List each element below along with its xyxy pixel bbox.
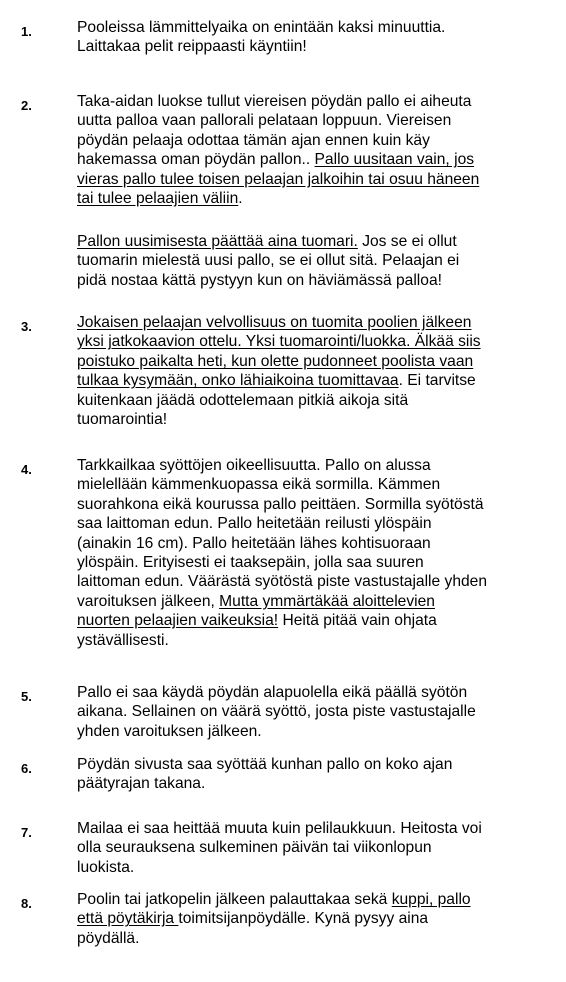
rule-number: 6. — [21, 761, 32, 776]
underlined-text: tulkaa kysymään, onko lähiaikoina tuomittavaa — [77, 372, 399, 390]
rule-paragraph — [77, 890, 563, 948]
text-line — [77, 475, 563, 494]
text-line — [77, 534, 563, 553]
text-line — [77, 702, 563, 721]
text-segment: aikana. Sellainen on väärä syöttö, josta piste vastustajalle — [77, 703, 476, 721]
text-segment: ystävällisesti. — [77, 631, 169, 649]
rule-paragraph — [77, 683, 563, 741]
text-line — [77, 37, 563, 56]
text-segment: päätyrajan takana. — [77, 775, 206, 793]
text-segment: mielellään kämmenkuopassa eikä sormilla. Kämmen — [77, 476, 441, 494]
text-line — [77, 251, 563, 270]
underlined-text: vieras pallo tulee toisen pelaajan jalkoihin tai osuu häneen — [77, 170, 480, 188]
text-segment: hakemassa oman pöydän pallon.. — [77, 151, 315, 169]
rule-number: 7. — [21, 825, 32, 840]
text-segment: olla seurauksena sulkeminen päivän tai viikonlopun — [77, 839, 432, 857]
text-segment: Laittakaa pelit reippaasti käyntiin! — [77, 38, 307, 56]
text-segment: Tarkkailkaa syöttöjen oikeellisuutta. Pallo on alussa — [77, 457, 431, 474]
text-segment: Pöydän sivusta saa syöttää kunhan pallo on koko ajan — [77, 756, 453, 773]
text-line — [77, 572, 563, 591]
text-line — [77, 232, 563, 251]
text-line — [77, 410, 563, 429]
text-segment: . — [238, 190, 243, 208]
text-line — [77, 631, 563, 650]
underlined-text: että pöytäkirja — [77, 910, 179, 928]
text-segment: pidä nostaa kättä pystyyn kun on häviämässä palloa! — [77, 271, 442, 289]
text-segment: Jos se ei ollut — [357, 233, 457, 250]
underlined-text: Pallon uusimisesta päättää aina tuomari. — [77, 233, 358, 250]
text-segment: yhden varoituksen jälkeen. — [77, 722, 262, 740]
text-segment: suorahkona eikä kourussa pallo peittäen. Sormilla syötöstä — [77, 495, 484, 513]
text-line — [77, 553, 563, 572]
text-segment: kuitenkaan jäädä odottelemaan pitkiä aikoja sitä — [77, 391, 409, 409]
rule-paragraph — [77, 92, 563, 208]
text-line — [77, 890, 563, 909]
text-segment: Poolin tai jatkopelin jälkeen palauttakaa sekä — [77, 891, 392, 908]
underlined-text: Jokaisen pelaajan velvollisuus on tuomita poolien jälkeen — [77, 314, 472, 331]
text-line — [77, 929, 563, 948]
text-segment: Taka-aidan luokse tullut viereisen pöydän pallo ei aiheuta — [77, 93, 472, 110]
text-line — [77, 858, 563, 877]
text-segment: tuomarointia! — [77, 411, 168, 429]
rule-paragraph — [77, 456, 563, 650]
rule-paragraph — [77, 18, 563, 57]
text-segment: ylöspäin. Erityisesti ei taaksepäin, jolla saa suuren — [77, 554, 424, 572]
underlined-text: nuorten pelaajien vaikeuksia! — [77, 612, 279, 630]
text-line — [77, 838, 563, 857]
text-segment: pöydän pelaaja odottaa tämän ajan ennen kuin käy — [77, 131, 430, 149]
text-segment: Pooleissa lämmittelyaika on enintään kaksi minuuttia. — [77, 19, 446, 36]
text-segment: Mailaa ei saa heittää muuta kuin pelilaukkuun. Heitosta voi — [77, 820, 482, 837]
text-line — [77, 352, 563, 371]
text-segment: varoituksen jälkeen, — [77, 592, 220, 610]
text-line — [77, 909, 563, 928]
underlined-text: Mutta ymmärtäkää aloittelevien — [219, 592, 435, 610]
text-line — [77, 722, 563, 741]
text-line — [77, 456, 563, 475]
text-line — [77, 371, 563, 390]
underlined-text: Pallo uusitaan vain, jos — [314, 151, 475, 169]
rule-number: 8. — [21, 896, 32, 911]
text-line — [77, 592, 563, 611]
text-line — [77, 313, 563, 332]
text-line — [77, 92, 563, 111]
rule-paragraph — [77, 819, 563, 877]
rule-number: 3. — [21, 319, 32, 334]
rule-number: 2. — [21, 98, 32, 113]
text-line — [77, 495, 563, 514]
text-line — [77, 18, 563, 37]
text-segment: Pallo ei saa käydä pöydän alapuolella eikä päällä syötön — [77, 684, 468, 701]
text-segment: uutta palloa vaan pallorali pelataan loppuun. Viereisen — [77, 112, 452, 130]
text-line — [77, 391, 563, 410]
text-segment: laittoman edun. Väärästä syötöstä piste vastustajalle yhden — [77, 573, 488, 591]
text-segment: Heitä pitää vain ohjata — [278, 612, 437, 630]
text-line — [77, 332, 563, 351]
text-segment: toimitsijanpöydälle. Kynä pysyy aina — [178, 910, 429, 928]
underlined-text: tai tulee pelaajien väliin — [77, 190, 239, 208]
underlined-text: kuppi, pallo — [391, 891, 471, 908]
text-line — [77, 774, 563, 793]
rule-number: 4. — [21, 462, 32, 477]
text-line — [77, 611, 563, 630]
rule-number: 5. — [21, 689, 32, 704]
text-line — [77, 170, 563, 189]
underlined-text: yksi jatkokaavion ottelu. Yksi tuomarointi/luokka. Älkää siis — [77, 333, 481, 351]
text-segment: . Ei tarvitse — [398, 372, 476, 390]
rule-paragraph — [77, 755, 563, 794]
text-segment: saa laittoman edun. Pallo heitetään reilusti ylöspäin — [77, 515, 432, 533]
underlined-text: poistuko paikalta heti, kun olette pudonneet poolista vaan — [77, 352, 474, 370]
text-line — [77, 111, 563, 130]
text-segment: pöydällä. — [77, 929, 140, 947]
text-line — [77, 271, 563, 290]
text-segment: tuomarin mielestä uusi pallo, se ei ollut sitä. Pelaajan ei — [77, 252, 460, 270]
text-line — [77, 755, 563, 774]
text-line — [77, 150, 563, 169]
rule-paragraph — [77, 313, 563, 429]
text-line — [77, 514, 563, 533]
text-line — [77, 819, 563, 838]
text-line — [77, 131, 563, 150]
rule-number: 1. — [21, 24, 32, 39]
text-line — [77, 683, 563, 702]
text-segment: luokista. — [77, 858, 135, 876]
rule-paragraph — [77, 232, 563, 290]
text-line — [77, 189, 563, 208]
text-segment: (ainakin 16 cm). Pallo heitetään lähes kohtisuoraan — [77, 534, 431, 552]
